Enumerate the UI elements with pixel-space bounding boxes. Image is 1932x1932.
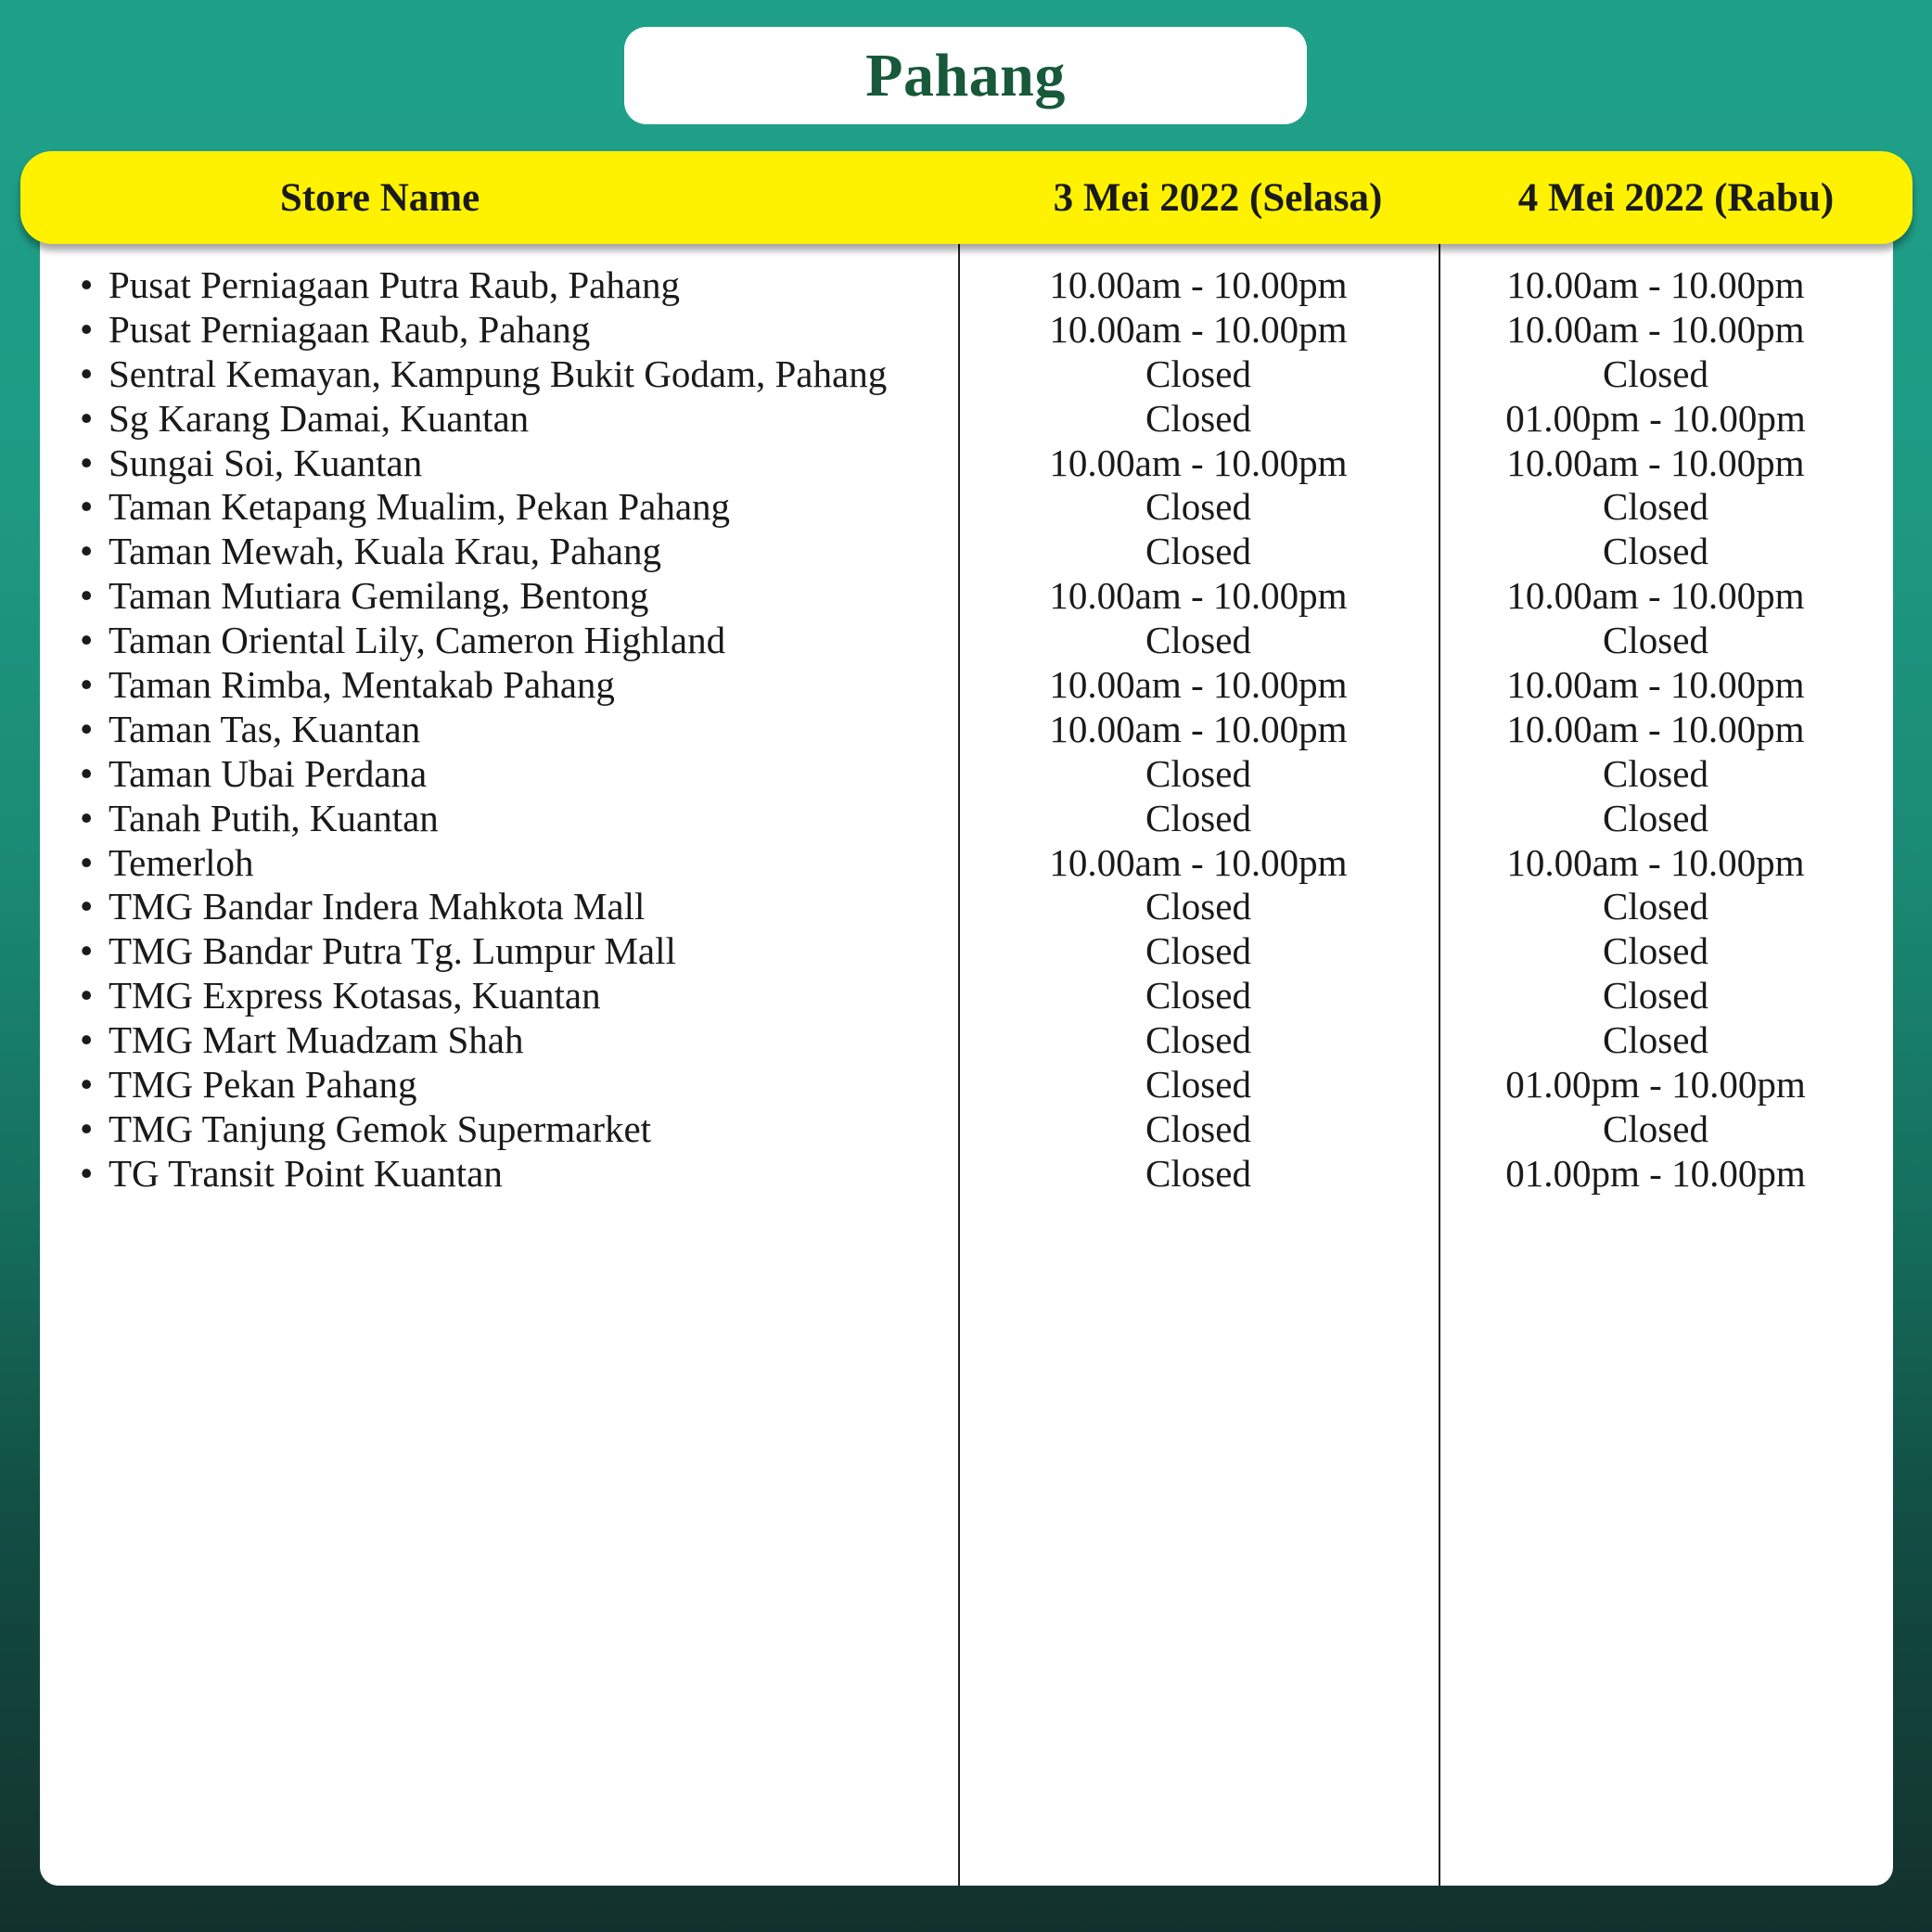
table-row xyxy=(0,262,1932,307)
store-name: Taman Tas, Kuantan xyxy=(109,707,421,750)
day1-hours: 10.00am - 10.00pm xyxy=(1049,707,1348,750)
table-row xyxy=(0,307,1932,352)
day1-hours: Closed xyxy=(1145,530,1251,573)
store-name: Sg Karang Damai, Kuantan xyxy=(109,396,530,440)
day1-hours: Closed xyxy=(1145,485,1251,529)
day1-hours: Closed xyxy=(1145,619,1251,662)
bullet-icon: • xyxy=(80,263,94,306)
day2-hours: 01.00pm - 10.00pm xyxy=(1505,1063,1806,1107)
header-store-name: Store Name xyxy=(279,175,480,220)
bullet-icon: • xyxy=(80,485,94,529)
bullet-icon: • xyxy=(80,663,94,707)
table-row xyxy=(0,973,1932,1017)
table-row xyxy=(0,396,1932,441)
day2-hours: Closed xyxy=(1603,619,1708,662)
day2-hours: Closed xyxy=(1603,352,1708,395)
table-row xyxy=(0,1017,1932,1062)
table-row xyxy=(0,529,1932,573)
store-name: TMG Bandar Indera Mahkota Mall xyxy=(109,885,646,928)
store-name: Taman Mutiara Gemilang, Bentong xyxy=(109,574,649,618)
bullet-icon: • xyxy=(80,885,94,928)
bullet-icon: • xyxy=(80,1063,94,1107)
store-name: TMG Pekan Pahang xyxy=(109,1063,417,1107)
day2-hours: Closed xyxy=(1603,1018,1708,1062)
bullet-icon: • xyxy=(80,352,94,395)
bullet-icon: • xyxy=(80,574,94,618)
table-row xyxy=(0,928,1932,973)
day2-hours: Closed xyxy=(1603,1107,1708,1150)
table-row xyxy=(0,352,1932,396)
table-row xyxy=(0,662,1932,707)
table-header xyxy=(20,151,1913,244)
day2-hours: 10.00am - 10.00pm xyxy=(1506,263,1805,306)
bullet-icon: • xyxy=(80,1151,94,1195)
day1-hours: 10.00am - 10.00pm xyxy=(1049,441,1348,484)
store-name: TG Transit Point Kuantan xyxy=(109,1151,503,1195)
day1-hours: Closed xyxy=(1145,396,1251,440)
day1-hours: 10.00am - 10.00pm xyxy=(1049,840,1348,884)
day1-hours: 10.00am - 10.00pm xyxy=(1049,663,1348,707)
day1-hours: Closed xyxy=(1145,1151,1251,1195)
day1-hours: Closed xyxy=(1145,1018,1251,1062)
day1-hours: 10.00am - 10.00pm xyxy=(1049,263,1348,306)
bullet-icon: • xyxy=(80,707,94,750)
table-row xyxy=(0,840,1932,885)
bullet-icon: • xyxy=(80,307,94,351)
day1-hours: Closed xyxy=(1145,929,1251,973)
store-name: TMG Mart Muadzam Shah xyxy=(109,1018,524,1062)
store-name: TMG Tanjung Gemok Supermarket xyxy=(109,1107,652,1150)
store-name: Sentral Kemayan, Kampung Bukit Godam, Pahang xyxy=(109,352,888,395)
day2-hours: Closed xyxy=(1603,885,1708,928)
day2-hours: Closed xyxy=(1603,796,1708,839)
table-row xyxy=(0,618,1932,662)
bullet-icon: • xyxy=(80,530,94,573)
store-name: Taman Oriental Lily, Cameron Highland xyxy=(109,619,726,662)
table-row xyxy=(0,751,1932,796)
day2-hours: Closed xyxy=(1603,974,1708,1017)
bullet-icon: • xyxy=(80,441,94,484)
header-day2: 4 Mei 2022 (Rabu) xyxy=(1517,175,1835,220)
day2-hours: 10.00am - 10.00pm xyxy=(1506,574,1805,618)
day1-hours: Closed xyxy=(1145,1063,1251,1107)
day1-hours: Closed xyxy=(1145,1107,1251,1150)
store-name: Taman Ubai Perdana xyxy=(109,751,428,795)
day2-hours: 10.00am - 10.00pm xyxy=(1506,663,1805,707)
day1-hours: 10.00am - 10.00pm xyxy=(1049,574,1348,618)
store-name: TMG Bandar Putra Tg. Lumpur Mall xyxy=(109,929,676,973)
table-row xyxy=(0,484,1932,529)
day1-hours: Closed xyxy=(1145,796,1251,839)
bullet-icon: • xyxy=(80,796,94,839)
day2-hours: Closed xyxy=(1603,485,1708,529)
store-name: Taman Rimba, Mentakab Pahang xyxy=(109,663,615,707)
table-row xyxy=(0,1107,1932,1151)
title-banner xyxy=(624,27,1307,124)
store-name: Pusat Perniagaan Putra Raub, Pahang xyxy=(109,263,681,306)
table-row xyxy=(0,441,1932,485)
bullet-icon: • xyxy=(80,396,94,440)
store-name: Pusat Perniagaan Raub, Pahang xyxy=(109,307,591,351)
day2-hours: 10.00am - 10.00pm xyxy=(1506,307,1805,351)
day1-hours: Closed xyxy=(1145,974,1251,1017)
store-name: Sungai Soi, Kuantan xyxy=(109,441,423,484)
day2-hours: Closed xyxy=(1603,751,1708,795)
table-row xyxy=(0,884,1932,928)
day1-hours: Closed xyxy=(1145,885,1251,928)
store-name: Taman Mewah, Kuala Krau, Pahang xyxy=(109,530,661,573)
day2-hours: 01.00pm - 10.00pm xyxy=(1505,1151,1806,1195)
bullet-icon: • xyxy=(80,751,94,795)
store-name: Taman Ketapang Mualim, Pekan Pahang xyxy=(109,485,731,529)
day2-hours: 01.00pm - 10.00pm xyxy=(1505,396,1806,440)
bullet-icon: • xyxy=(80,619,94,662)
day2-hours: Closed xyxy=(1603,929,1708,973)
bullet-icon: • xyxy=(80,840,94,884)
store-list xyxy=(0,262,1932,1196)
day2-hours: Closed xyxy=(1603,530,1708,573)
store-name: Temerloh xyxy=(109,840,254,884)
page-title: Pahang xyxy=(865,41,1066,109)
header-day1: 3 Mei 2022 (Selasa) xyxy=(1053,175,1383,220)
table-row xyxy=(0,573,1932,618)
bullet-icon: • xyxy=(80,1018,94,1062)
store-name: Tanah Putih, Kuantan xyxy=(109,796,439,839)
table-row xyxy=(0,707,1932,751)
table-row xyxy=(0,1151,1932,1196)
day1-hours: Closed xyxy=(1145,352,1251,395)
table-row xyxy=(0,1062,1932,1107)
day1-hours: 10.00am - 10.00pm xyxy=(1049,307,1348,351)
day2-hours: 10.00am - 10.00pm xyxy=(1506,707,1805,750)
day2-hours: 10.00am - 10.00pm xyxy=(1506,840,1805,884)
table-row xyxy=(0,796,1932,840)
bullet-icon: • xyxy=(80,1107,94,1150)
day2-hours: 10.00am - 10.00pm xyxy=(1506,441,1805,484)
bullet-icon: • xyxy=(80,929,94,973)
store-name: TMG Express Kotasas, Kuantan xyxy=(109,974,601,1017)
bullet-icon: • xyxy=(80,974,94,1017)
day1-hours: Closed xyxy=(1145,751,1251,795)
